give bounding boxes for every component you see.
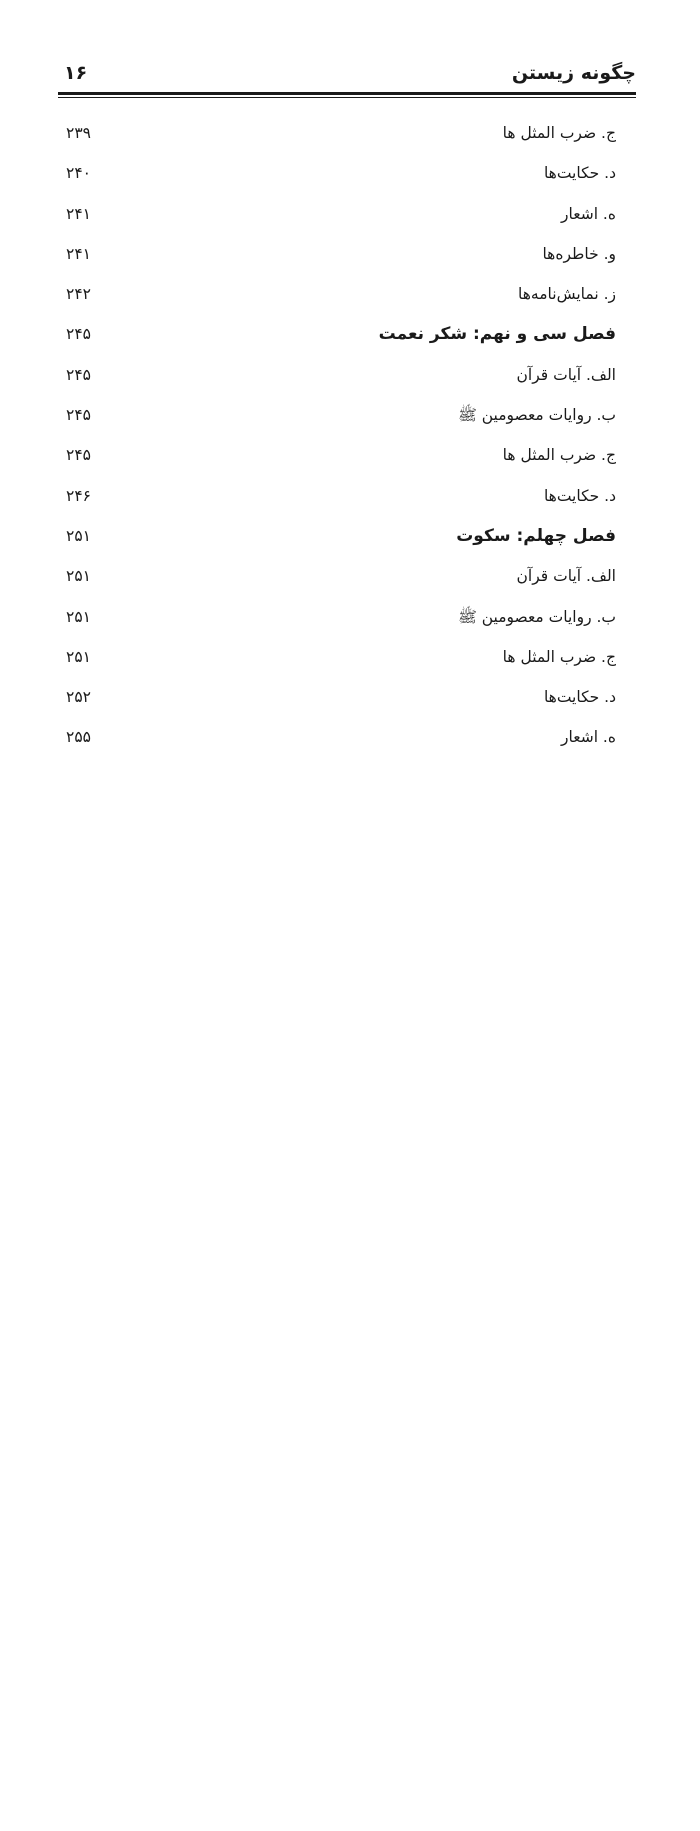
toc-entry-page: ۲۵۵ — [66, 728, 91, 747]
toc-entry[interactable] — [66, 682, 616, 722]
toc-chapter-title: فصل سی و نهم: شکر نعمت — [378, 324, 616, 345]
toc-entry-page: ۲۴۲ — [66, 285, 91, 304]
toc-entry[interactable] — [66, 199, 616, 239]
page-number: ۱۶ — [64, 62, 88, 84]
toc-entry[interactable] — [66, 722, 616, 762]
toc-entry-title: ه. اشعار — [561, 728, 616, 747]
toc-entry-page: ۲۴۵ — [66, 446, 91, 465]
book-title: چگونه زیستن — [511, 62, 636, 84]
toc-entry-title: الف. آیات قرآن — [516, 365, 616, 384]
toc-entry-page: ۲۴۱ — [66, 204, 91, 223]
toc-entry-title: الف. آیات قرآن — [516, 567, 616, 586]
header-rule-thin — [58, 97, 636, 98]
toc-entry-title: ز. نمایش‌نامه‌ها — [518, 285, 616, 304]
toc-entry-page: ۲۴۰ — [66, 164, 91, 183]
toc-entry-page: ۲۴۵ — [66, 325, 91, 344]
toc-entry-page: ۲۵۱ — [66, 526, 91, 545]
toc-entry[interactable] — [66, 481, 616, 521]
toc-entry-title: ج. ضرب المثل ها — [502, 446, 616, 465]
toc-entry-page: ۲۵۲ — [66, 688, 91, 707]
toc-entry-page: ۲۴۵ — [66, 406, 91, 425]
toc-entry-title: ج. ضرب المثل ها — [502, 124, 616, 142]
toc-entry-title: د. حکایت‌ها — [543, 486, 616, 505]
toc-entry[interactable] — [66, 239, 616, 279]
toc-entry[interactable] — [66, 158, 616, 198]
table-of-contents — [66, 118, 616, 763]
toc-entry-page: ۲۵۱ — [66, 567, 91, 586]
toc-entry-title: ج. ضرب المثل ها — [502, 647, 616, 666]
toc-chapter-title: فصل چهلم: سکوت — [456, 525, 616, 546]
toc-entry-page: ۲۴۱ — [66, 244, 91, 263]
toc-entry-title: د. حکایت‌ها — [543, 688, 616, 707]
toc-entry-page: ۲۵۱ — [66, 647, 91, 666]
toc-entry-title: د. حکایت‌ها — [543, 164, 616, 183]
toc-entry-page: ۲۵۱ — [66, 607, 91, 626]
header-rule — [58, 92, 636, 95]
toc-entry-title: و. خاطره‌ها — [542, 244, 616, 263]
toc-entry-title: ب. روایات معصومین ﷺ — [458, 607, 616, 626]
toc-entry[interactable] — [66, 118, 616, 158]
toc-entry-title: ه. اشعار — [561, 204, 616, 223]
toc-entry-page: ۲۴۵ — [66, 365, 91, 384]
toc-entry-title: ب. روایات معصومین ﷺ — [458, 406, 616, 425]
running-header — [58, 60, 636, 90]
toc-entry-page: ۲۳۹ — [66, 124, 91, 142]
toc-entry-page: ۲۴۶ — [66, 486, 91, 505]
